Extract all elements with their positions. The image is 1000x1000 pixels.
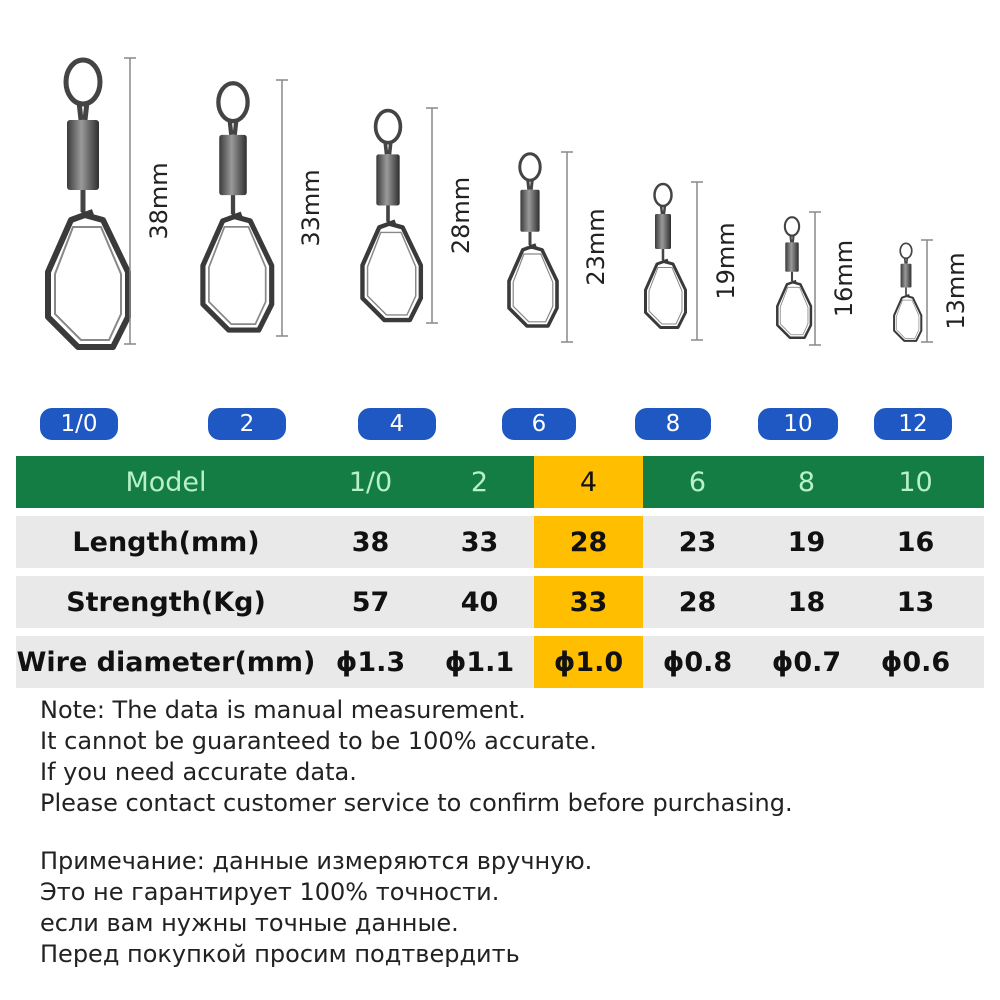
table-cell: 57: [351, 586, 390, 618]
swivel-snap-icon: [894, 243, 921, 341]
swivel-snap-icon: [646, 184, 686, 328]
table-cell-highlighted: ϕ1.0: [534, 636, 643, 688]
header-cell: 2: [470, 466, 489, 498]
header-cell: 6: [688, 466, 707, 498]
swivel-snap-icon: [203, 83, 272, 330]
note-english: [40, 695, 793, 819]
note-line: Это не гарантирует 100% точности.: [40, 878, 500, 906]
table-row-strength: [16, 576, 984, 628]
table-cell: 38: [351, 526, 390, 558]
swivel-snap-icon: [509, 154, 557, 326]
note-line: Please contact customer service to confirm before purchasing.: [40, 789, 793, 817]
table-cell: ϕ1.1: [444, 646, 515, 678]
note-russian: [40, 846, 592, 970]
swivel-snap-icon: [362, 111, 420, 321]
table-cell: 40: [460, 586, 499, 618]
table-header-row: [16, 456, 984, 508]
table-cell: ϕ0.8: [662, 646, 733, 678]
size-pill: 1/0: [40, 408, 118, 440]
header-label: Model: [125, 466, 207, 498]
note-line: Перед покупкой просим подтвердить: [40, 940, 520, 968]
dimension-label: 19mm: [712, 222, 740, 300]
table-cell: ϕ1.3: [335, 646, 406, 678]
size-pill: 6: [502, 408, 576, 440]
size-pill: 12: [874, 408, 952, 440]
table-cell-highlighted: 33: [534, 576, 643, 628]
dimension-label: 33mm: [297, 169, 325, 247]
note-line: Примечание: данные измеряются вручную.: [40, 847, 593, 875]
row-label: Length(mm): [72, 526, 260, 558]
size-pill: 2: [208, 408, 286, 440]
dimension-label: 16mm: [830, 239, 858, 318]
table-cell: 19: [787, 526, 826, 558]
dimension-label: 38mm: [145, 162, 173, 240]
row-label: Wire diameter(mm): [16, 646, 316, 678]
table-cell: 18: [787, 586, 826, 618]
table-row-length: [16, 516, 984, 568]
dimension-label: 28mm: [447, 176, 475, 255]
table-cell: 28: [678, 586, 717, 618]
table-cell: ϕ0.7: [771, 646, 842, 678]
dimension-label: 13mm: [942, 252, 970, 330]
table-cell: 16: [896, 526, 935, 558]
dimension-label: 23mm: [582, 208, 610, 286]
row-label: Strength(Kg): [66, 586, 266, 618]
table-cell: 23: [678, 526, 717, 558]
note-line: If you need accurate data.: [40, 758, 357, 786]
header-cell: 10: [898, 466, 933, 498]
header-cell: 8: [797, 466, 816, 498]
size-pill: 4: [358, 408, 436, 440]
size-pill: 8: [635, 408, 711, 440]
note-line: если вам нужны точные данные.: [40, 909, 459, 937]
swivel-size-figure: [0, 0, 1000, 400]
header-cell-highlighted: 4: [534, 456, 643, 508]
swivel-snap-icon: [48, 60, 128, 347]
table-row-wire-diameter: [16, 636, 984, 688]
header-cell: 1/0: [348, 466, 393, 498]
note-line: Note: The data is manual measurement.: [40, 696, 526, 724]
table-cell: ϕ0.6: [880, 646, 951, 678]
table-cell-highlighted: 28: [534, 516, 643, 568]
note-line: It cannot be guaranteed to be 100% accurate.: [40, 727, 597, 755]
size-pill: 10: [758, 408, 838, 440]
table-cell: 33: [460, 526, 499, 558]
table-cell: 13: [896, 586, 935, 618]
swivel-snap-icon: [777, 217, 811, 338]
